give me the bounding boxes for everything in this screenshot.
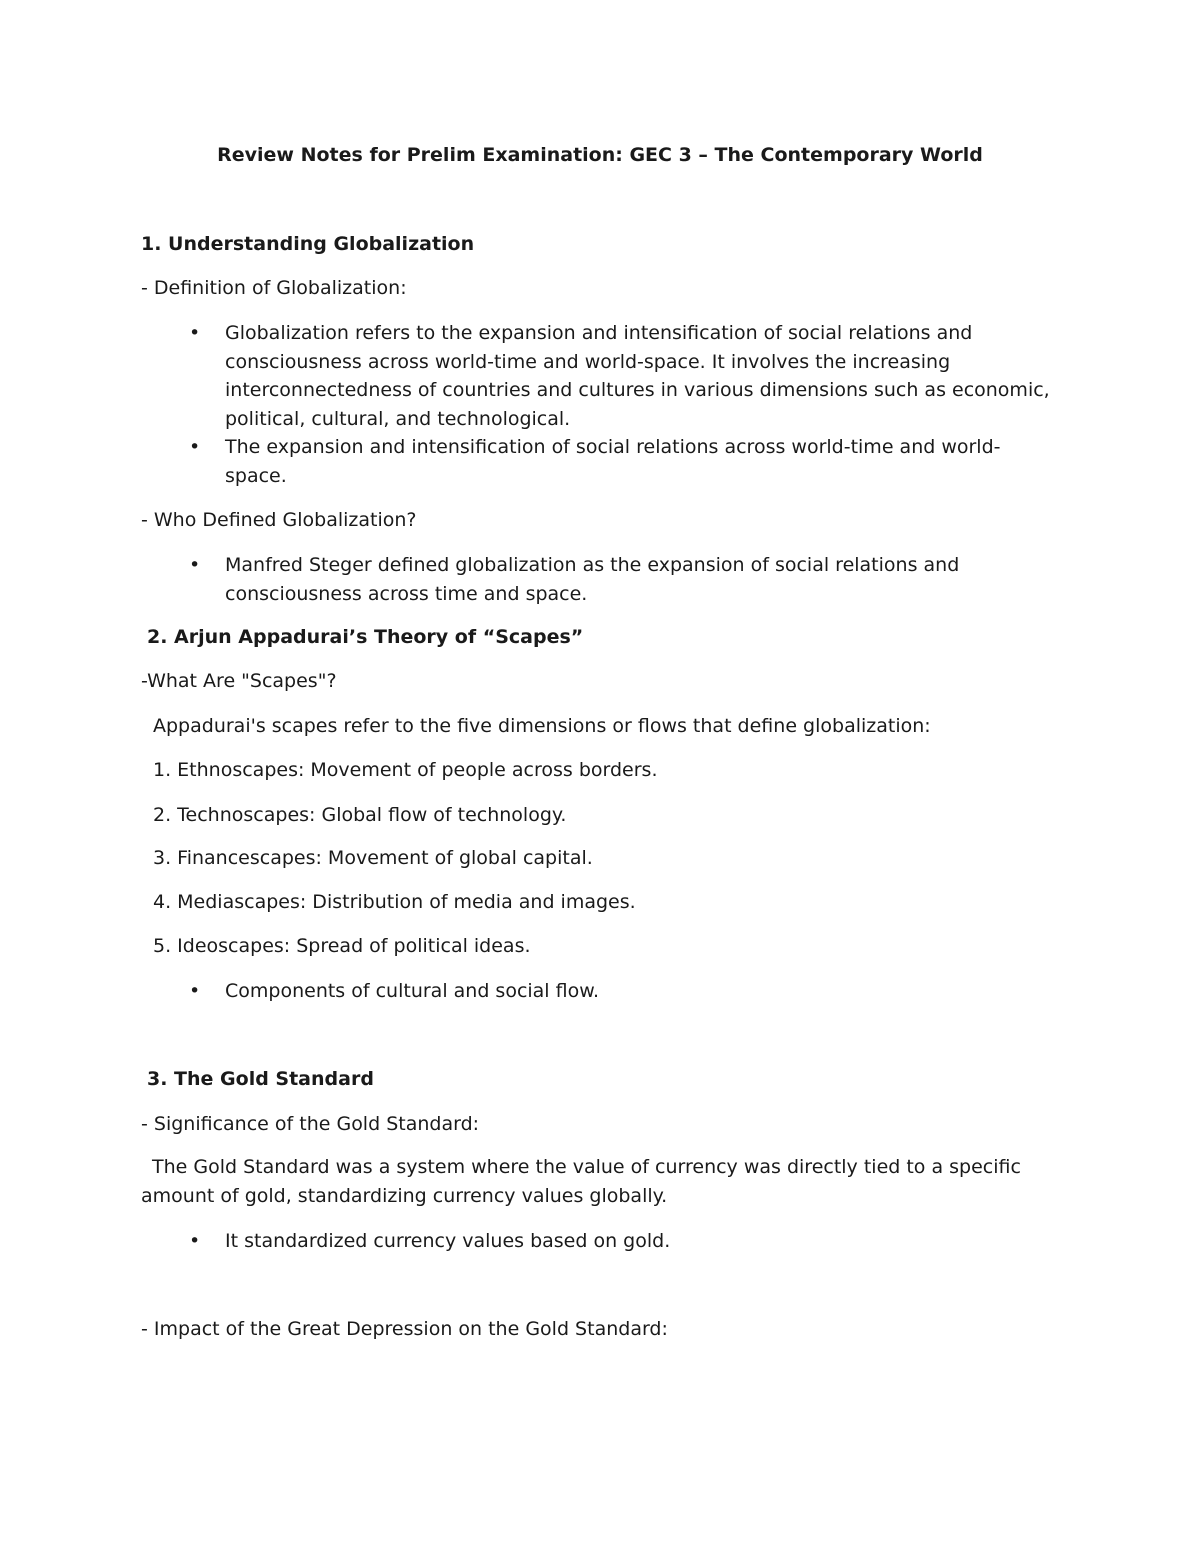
- list-item: • Manfred Steger defined globalization as the expansion of social relations and consciousness across time and space.: [225, 551, 1055, 608]
- scape-item-ideoscapes: 5. Ideoscapes: Spread of political ideas.: [153, 935, 531, 957]
- section-3-heading: 3. The Gold Standard: [147, 1068, 374, 1090]
- scape-item-technoscapes: 2. Technoscapes: Global flow of technology.: [153, 804, 567, 826]
- definition-label: - Definition of Globalization:: [141, 277, 407, 299]
- list-item: • The expansion and intensification of social relations across world-time and world-space.: [225, 433, 1055, 490]
- scape-item-ethnoscapes: 1. Ethnoscapes: Movement of people across borders.: [153, 759, 658, 781]
- who-defined-label: - Who Defined Globalization?: [141, 509, 417, 531]
- gold-standard-significance-label: - Significance of the Gold Standard:: [141, 1113, 480, 1135]
- page-title: Review Notes for Prelim Examination: GEC 3 – The Contemporary World: [217, 144, 983, 166]
- list-item: • Components of cultural and social flow.: [225, 977, 1055, 1006]
- scape-item-financescapes: 3. Financescapes: Movement of global capital.: [153, 847, 593, 869]
- scape-item-mediascapes: 4. Mediascapes: Distribution of media and images.: [153, 891, 636, 913]
- section-1-heading: 1. Understanding Globalization: [141, 233, 475, 255]
- great-depression-impact-label: - Impact of the Great Depression on the Gold Standard:: [141, 1318, 668, 1340]
- bullet-icon: •: [189, 554, 201, 576]
- what-are-scapes-label: -What Are "Scapes"?: [141, 670, 337, 692]
- bullet-icon: •: [189, 980, 201, 1002]
- gold-standard-bullet-list: [189, 1227, 1055, 1256]
- bullet-icon: •: [189, 436, 201, 458]
- who-defined-bullet-list: [189, 551, 1055, 608]
- scapes-bullet-list: [189, 977, 1055, 1006]
- section-2-heading: 2. Arjun Appadurai’s Theory of “Scapes”: [147, 626, 584, 648]
- definition-bullet-list: [189, 319, 1055, 490]
- list-item: • Globalization refers to the expansion and intensification of social relations and consciousness across world-time and world-space. It involves the increasing interconnectedness of countries and cultures in various dimensions such as economic, political, cultural, and technological.: [225, 319, 1055, 433]
- bullet-icon: •: [189, 322, 201, 344]
- gold-standard-significance-text: The Gold Standard was a system where the value of currency was directly tied to a specific amount of gold, standardizing currency values globally.: [141, 1156, 1021, 1207]
- list-item: • It standardized currency values based on gold.: [225, 1227, 1055, 1256]
- bullet-icon: •: [189, 1230, 201, 1252]
- scapes-intro: Appadurai's scapes refer to the five dimensions or flows that define globalization:: [153, 715, 931, 737]
